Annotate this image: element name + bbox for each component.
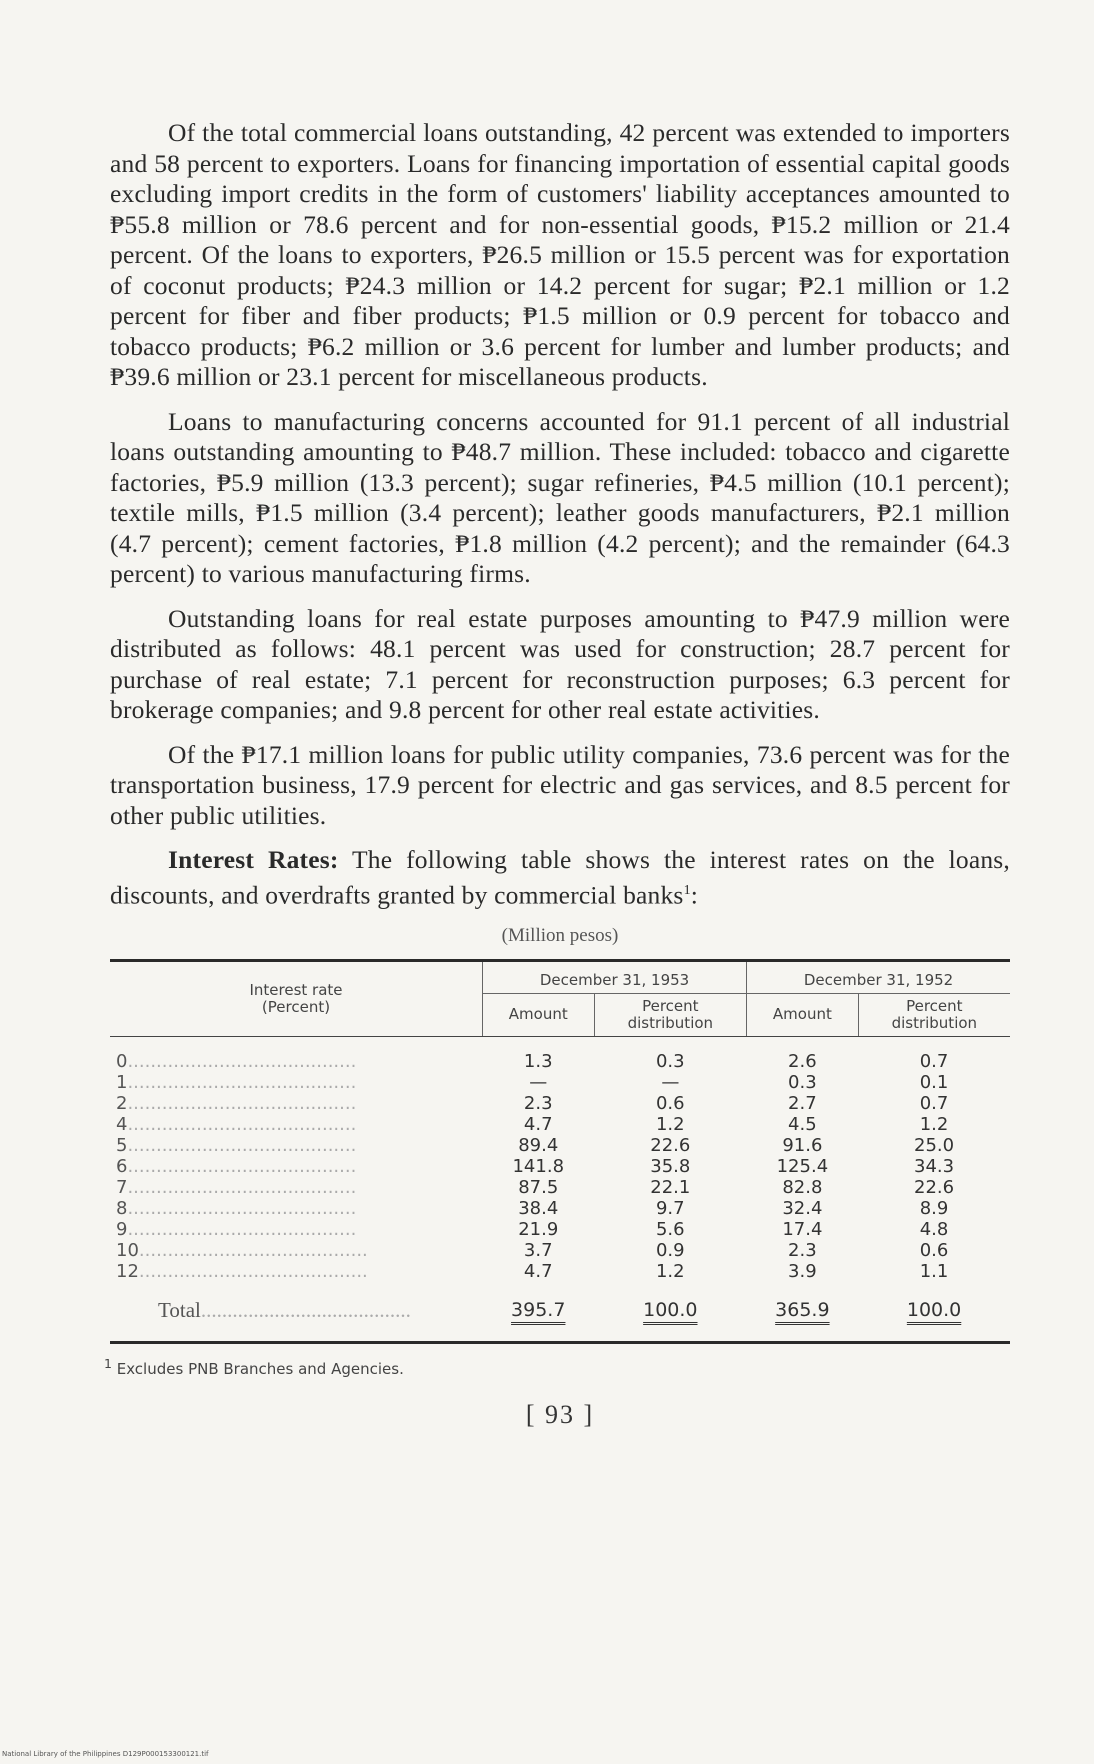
table-row xyxy=(110,1261,1010,1282)
percent-1952: 1.1 xyxy=(919,1260,949,1282)
amount-1952: 82.8 xyxy=(782,1176,823,1198)
amount-1953: 141.8 xyxy=(512,1155,565,1177)
paragraph-public-utility-loans: Of the ₱17.1 million loans for public utility companies, 73.6 percent was for the transportation business, 17.9 percent for electric and gas services, and 8.5 percent for other public utilities. xyxy=(110,739,1010,830)
percent-1953: 35.8 xyxy=(650,1155,691,1177)
rate-header-line-2: (Percent) xyxy=(261,997,331,1016)
amount-1952: 2.6 xyxy=(788,1050,817,1072)
percent-1953: 0.3 xyxy=(655,1050,685,1072)
percent-1952: 34.3 xyxy=(914,1155,955,1177)
amount-1952: 125.4 xyxy=(776,1155,829,1177)
percent-1952: 1.2 xyxy=(919,1113,949,1135)
table-row xyxy=(110,1072,1010,1093)
table-row xyxy=(110,1093,1010,1114)
archive-stamp: National Library of the Philippines D129P000153300121.tif xyxy=(2,1750,209,1758)
amount-1953: 4.7 xyxy=(523,1260,553,1282)
interest-rate-column-header xyxy=(110,960,483,1036)
percent-1952: 0.7 xyxy=(919,1092,949,1114)
amount-1953: 3.7 xyxy=(523,1239,553,1261)
interest-rates-heading: Interest Rates: xyxy=(168,845,339,874)
page-number: [ 93 ] xyxy=(525,1399,595,1429)
rate-label: 9........................................ xyxy=(116,1218,357,1240)
amount-1953: 89.4 xyxy=(518,1134,559,1156)
percent-1953: 0.9 xyxy=(655,1239,685,1261)
footnote: $^1$ Excludes PNB Branches and Agencies. xyxy=(104,1355,404,1378)
table-row xyxy=(110,1156,1010,1177)
total-amount-1952: 365.9 xyxy=(775,1298,830,1321)
percent-1952: 0.6 xyxy=(919,1239,949,1261)
percent-1952: 0.7 xyxy=(919,1050,949,1072)
percent-1953: 5.6 xyxy=(655,1218,685,1240)
amount-1953: 4.7 xyxy=(523,1113,553,1135)
rate-label: 2........................................ xyxy=(116,1092,357,1114)
amount-1953: 38.4 xyxy=(518,1197,559,1219)
total-label: Total........................................ xyxy=(158,1297,411,1322)
amount-1953: 87.5 xyxy=(518,1176,559,1198)
amount-1952: 2.3 xyxy=(788,1239,817,1261)
table-row xyxy=(110,1114,1010,1135)
table-caption: (Million pesos) xyxy=(501,924,619,946)
total-amount-1953: 395.7 xyxy=(511,1298,566,1321)
amount-1952: 32.4 xyxy=(782,1197,823,1219)
group-header-1953: December 31, 1953 xyxy=(483,960,747,993)
percent-1952: 0.1 xyxy=(919,1071,949,1093)
paragraph-real-estate-loans: Outstanding loans for real estate purposes amounting to ₱47.9 million were distributed as follows: 48.1 percent was used for construction; 28.7 percent for purchase of real estate; 7.1 percent for reconstruction purposes; 6.3 percent for brokerage companies; and 9.8 percent for other real estate activities. xyxy=(110,603,1010,724)
table-row xyxy=(110,1177,1010,1198)
table-row xyxy=(110,1135,1010,1156)
amount-1952: 17.4 xyxy=(782,1218,823,1240)
percent-1953: — xyxy=(661,1071,680,1093)
rate-label: 1........................................ xyxy=(116,1071,357,1093)
rate-label: 5........................................ xyxy=(116,1134,357,1156)
rate-label: 10........................................ xyxy=(116,1239,368,1261)
rate-label: 7........................................ xyxy=(116,1176,357,1198)
table-row xyxy=(110,1036,1010,1072)
amount-header-1952: Amount xyxy=(747,993,859,1036)
amount-1953: 21.9 xyxy=(518,1218,559,1240)
percent-1953: 22.6 xyxy=(650,1134,691,1156)
document-page xyxy=(104,118,1010,1430)
total-percent-1953: 100.0 xyxy=(643,1298,698,1321)
amount-1953: 2.3 xyxy=(523,1092,553,1114)
interest-rates-tail: : xyxy=(690,880,699,909)
table-body xyxy=(110,1036,1010,1282)
total-percent-1952: 100.0 xyxy=(906,1298,962,1321)
percent-1953: 9.7 xyxy=(655,1197,685,1219)
percent-1953: 1.2 xyxy=(655,1113,685,1135)
interest-rates-table xyxy=(110,959,1010,1344)
table-row-total xyxy=(110,1282,1010,1343)
table-row xyxy=(110,1198,1010,1219)
table-row xyxy=(110,1240,1010,1261)
percent-1952: 8.9 xyxy=(919,1197,949,1219)
amount-header-1953: Amount xyxy=(483,993,595,1036)
percent-1953: 22.1 xyxy=(650,1176,691,1198)
amount-1953: 1.3 xyxy=(523,1050,553,1072)
table-row xyxy=(110,1219,1010,1240)
paragraph-interest-rates xyxy=(110,845,1010,911)
percent-1952: 22.6 xyxy=(914,1176,955,1198)
rate-label: 4........................................ xyxy=(116,1113,357,1135)
rate-header-line-1: Interest rate xyxy=(249,980,343,999)
percent-header-1953: Percent distribution xyxy=(594,993,747,1036)
amount-1952: 4.5 xyxy=(788,1113,817,1135)
amount-1952: 2.7 xyxy=(788,1092,817,1114)
interest-rates-text: The following table shows the interest rates on the loans, discounts, and overdrafts granted by commercial banks xyxy=(110,845,1010,909)
amount-1952: 3.9 xyxy=(788,1260,817,1282)
percent-1953: 1.2 xyxy=(655,1260,685,1282)
paragraph-manufacturing-loans: Loans to manufacturing concerns accounted for 91.1 percent of all industrial loans outstanding amounting to ₱48.7 million. These included: tobacco and cigarette factories, ₱5.9 million (13.3 percent); sugar refineries, ₱4.5 million (10.1 percent); textile mills, ₱1.5 million (3.4 percent); leather goods manufacturers, ₱2.1 million (4.7 percent); cement factories, ₱1.8 million (4.2 percent); and the remainder (64.3 percent) to various manufacturing firms. xyxy=(110,406,1010,588)
amount-1952: 91.6 xyxy=(782,1134,823,1156)
group-header-1952: December 31, 1952 xyxy=(747,960,1010,993)
percent-1952: 25.0 xyxy=(914,1134,955,1156)
percent-header-1952: Percent distribution xyxy=(858,993,1010,1036)
percent-1952: 4.8 xyxy=(919,1218,949,1240)
amount-1953: — xyxy=(529,1071,548,1093)
rate-label: 0........................................ xyxy=(116,1050,357,1072)
rate-label: 8........................................ xyxy=(116,1197,357,1219)
percent-1953: 0.6 xyxy=(655,1092,685,1114)
rate-label: 6........................................ xyxy=(116,1155,357,1177)
paragraph-trade-loans: Of the total commercial loans outstanding, 42 percent was extended to importers and 58 percent to exporters. Loans for financing importation of essential capital goods excluding import credits in the form of customers' liability acceptances amounted to ₱55.8 million or 78.6 percent and for non-essential goods, ₱15.2 million or 21.4 percent. Of the loans to exporters, ₱26.5 million or 15.5 percent was for exportation of coconut products; ₱24.3 million or 14.2 percent for sugar; ₱2.1 million or 1.2 percent for fiber and fiber products; ₱1.5 million or 0.9 percent for tobacco and tobacco products; ₱6.2 million or 3.6 percent for lumber and lumber products; and ₱39.6 million or 23.1 percent for miscellaneous products. xyxy=(110,118,1010,391)
amount-1952: 0.3 xyxy=(788,1071,817,1093)
footnote-ref: 1 xyxy=(683,882,691,898)
rate-label: 12........................................ xyxy=(116,1260,368,1282)
